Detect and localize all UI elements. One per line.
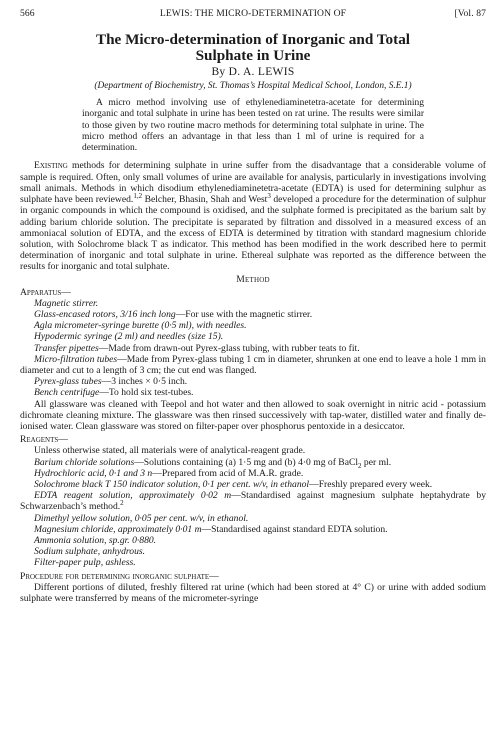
list-item: Dimethyl yellow solution, 0·05 per cent. w/v, in ethanol. <box>34 512 249 524</box>
list-item: Transfer pipettes—Made from drawn-out Pyrex-glass tubing, with rubber teats to fit. <box>34 342 360 354</box>
glassware-note: All glassware was cleaned with Teepol and hot water and then allowed to soak overnight in nitric acid - potassium dichromate cleaning mixture. The glassware was then rinsed successively with tap-water, distilled water and finally de-ionised water. Clean glassware was stored on filter-paper over phosphorus pentoxide in a desiccator. <box>20 398 486 432</box>
title-line-1: The Micro-determination of Inorganic and Total <box>95 31 411 48</box>
list-item: Bench centrifuge—To hold six test-tubes. <box>34 387 194 399</box>
list-item: Hydrochloric acid, 0·1 and 3 n—Prepared from acid of M.A.R. grade. <box>34 467 304 479</box>
reference-marker: 1,2 <box>133 191 143 200</box>
running-head <box>20 0 486 22</box>
list-item: Sodium sulphate, anhydrous. <box>34 546 146 558</box>
article-title <box>20 32 486 64</box>
list-item: Hypodermic syringe (2 ml) and needles (size 15). <box>34 331 224 343</box>
author-byline: By D. A. LEWIS <box>211 66 295 78</box>
list-item: Glass-encased rotors, 3/16 inch long—For use with the magnetic stirrer. <box>34 308 313 320</box>
reagents-heading: Reagents— <box>20 434 68 446</box>
list-item: Filter-paper pulp, ashless. <box>34 557 136 569</box>
list-item: Magnetic stirrer. <box>34 297 99 309</box>
reference-marker: 3 <box>267 191 271 200</box>
author-affiliation: (Department of Biochemistry, St. Thomas’s Hospital Medical School, London, S.E.1) <box>94 81 412 91</box>
list-item: Micro-filtration tubes—Made from Pyrex-glass tubing 1 cm in diameter, shrunken at one end to leave a hole 1 mm in diameter and cut to a length of 3 cm; the cut end was flanged. <box>20 353 486 376</box>
intro-paragraph: Existing methods for determining sulphate in urine suffer from the disadvantage that a considerable volume of sample is required. Often, only small volumes of urine are available for analysis, particularly in investigations involving small animals. Methods in which disodium ethylenediaminetetra-acetate (EDTA) is used for determining sulphur as sulphate have been reviewed.$^{1,2}$ Belcher, Bhasin, Shah and West$^3$ developed a procedure for the determination of sulphur in organic compounds in which the compound is oxidised, and the sulphate formed is precipitated as the barium salt by adding barium chloride solution. The precipitate is separated by filtration and dissolved in a measured excess of an ammoniacal solution of EDTA, and the excess of EDTA is determined by titration with standard magnesium chloride solution, with Solochrome black T as indicator. This method has been modified in the work described here to permit determination of inorganic and total sulphate in urine. Ethereal sulphate was reported as the difference between the results for inorganic and total sulphate. <box>20 160 486 273</box>
method-heading: Method <box>236 273 270 285</box>
apparatus-list <box>20 298 486 399</box>
reagents-intro: Unless otherwise stated, all materials were of analytical-reagent grade. <box>34 445 306 457</box>
list-item: Barium chloride solutions—Solutions containing (a) 1·5 mg and (b) 4·0 mg of BaCl$_2$ per ml. <box>34 456 392 470</box>
page-number: 566 <box>20 8 35 19</box>
list-item: Magnesium chloride, approximately 0·01 m—Standardised against standard EDTA solution. <box>34 523 388 535</box>
apparatus-heading: Apparatus— <box>20 286 71 298</box>
list-item: Agla micrometer-syringe burette (0·5 ml), with needles. <box>34 320 247 332</box>
list-item: Ammonia solution, sp.gr. 0·880. <box>34 534 157 546</box>
list-item: Pyrex-glass tubes—3 inches × 0·5 inch. <box>34 376 188 388</box>
procedure-paragraph: Different portions of diluted, freshly filtered rat urine (which had been stored at 4° C) or urine with added sodium sulphate were transferred by means of the micrometer-syringe <box>20 581 486 604</box>
list-item: Solochrome black T 150 indicator solution, 0·1 per cent. w/v, in ethanol—Freshly prepared every week. <box>34 478 433 490</box>
abstract: A micro method involving use of ethylenediaminetetra-acetate for determining inorganic and total sulphate in urine has been tested on rat urine. The results were similar to those given by two routine macro methods for determining total sulphate in urine. The micro method offers an advantage in that less than 1 ml of urine is required for a determination. <box>82 98 424 154</box>
running-title: LEWIS: THE MICRO-DETERMINATION OF <box>159 8 347 19</box>
list-item: EDTA reagent solution, approximately 0·02 m—Standardised against magnesium sulphate heptahydrate by Schwarzenbach’s method.$^2$ <box>20 490 487 513</box>
reagents-list <box>20 457 486 569</box>
volume-label: [Vol. 87 <box>454 8 486 19</box>
procedure-heading: Procedure for determining inorganic sulphate— <box>20 570 219 582</box>
title-line-2: Sulphate in Urine <box>195 47 311 64</box>
